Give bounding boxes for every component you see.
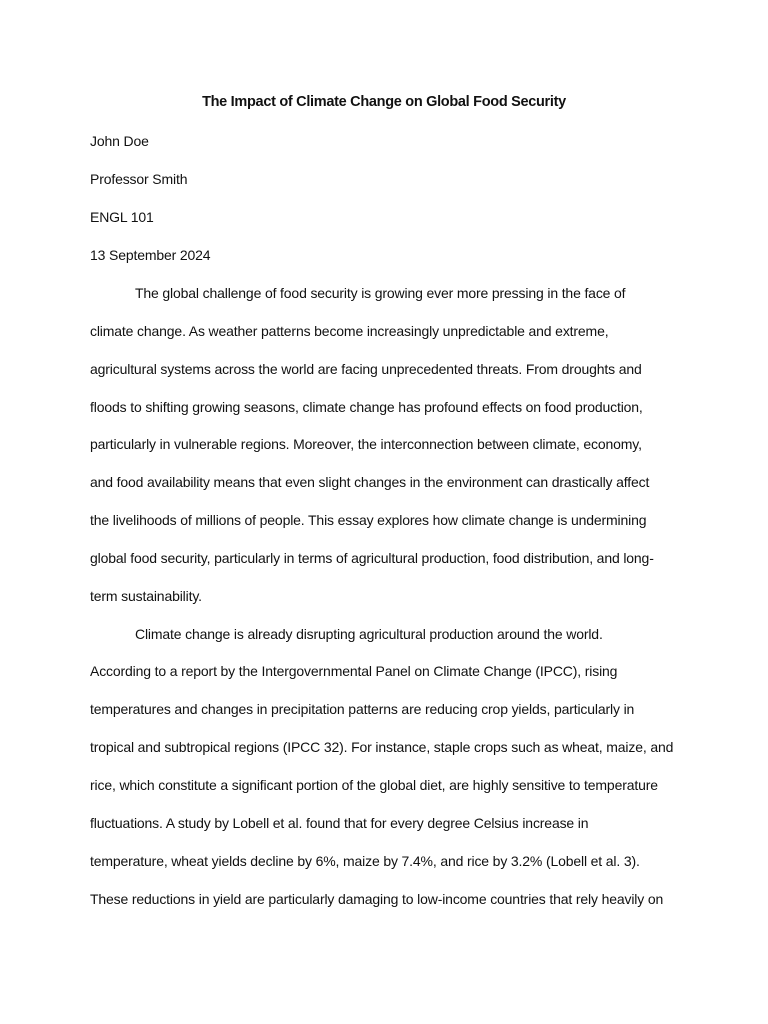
paragraph-line: According to a report by the Intergovernmental Panel on Climate Change (IPCC), rising	[90, 663, 618, 679]
essay-date: 13 September 2024	[90, 247, 211, 263]
paragraph-line: rice, which constitute a significant portion of the global diet, are highly sensitive to temperature	[90, 777, 658, 793]
paragraph-line: climate change. As weather patterns become increasingly unpredictable and extreme,	[90, 323, 609, 339]
paragraph-line: agricultural systems across the world are facing unprecedented threats. From droughts and	[90, 361, 642, 377]
paragraph-line: Climate change is already disrupting agricultural production around the world.	[135, 626, 603, 642]
paragraph-line: temperatures and changes in precipitation patterns are reducing crop yields, particularly in	[90, 701, 635, 717]
course-name: ENGL 101	[90, 209, 154, 225]
instructor-name: Professor Smith	[90, 171, 188, 187]
paragraph-line: floods to shifting growing seasons, climate change has profound effects on food production,	[90, 399, 643, 415]
paragraph-line: the livelihoods of millions of people. This essay explores how climate change is undermining	[90, 512, 647, 528]
paragraph-line: particularly in vulnerable regions. Moreover, the interconnection between climate, economy,	[90, 436, 642, 452]
paragraph-line: These reductions in yield are particularly damaging to low-income countries that rely heavily on	[90, 891, 664, 907]
paragraph-line: fluctuations. A study by Lobell et al. found that for every degree Celsius increase in	[90, 815, 589, 831]
author-name: John Doe	[90, 133, 149, 149]
paragraph-line: global food security, particularly in terms of agricultural production, food distribution, and long-	[90, 550, 654, 566]
essay-title: The Impact of Climate Change on Global Food Security	[202, 94, 566, 110]
paragraph-line: tropical and subtropical regions (IPCC 32). For instance, staple crops such as wheat, maize, and	[90, 739, 674, 755]
paragraph-line: and food availability means that even slight changes in the environment can drastically affect	[90, 474, 650, 490]
paragraph-line: temperature, wheat yields decline by 6%, maize by 7.4%, and rice by 3.2% (Lobell et al. 3).	[90, 853, 640, 869]
paragraph-line: term sustainability.	[90, 588, 202, 604]
paragraph-line: The global challenge of food security is growing ever more pressing in the face of	[135, 285, 626, 301]
